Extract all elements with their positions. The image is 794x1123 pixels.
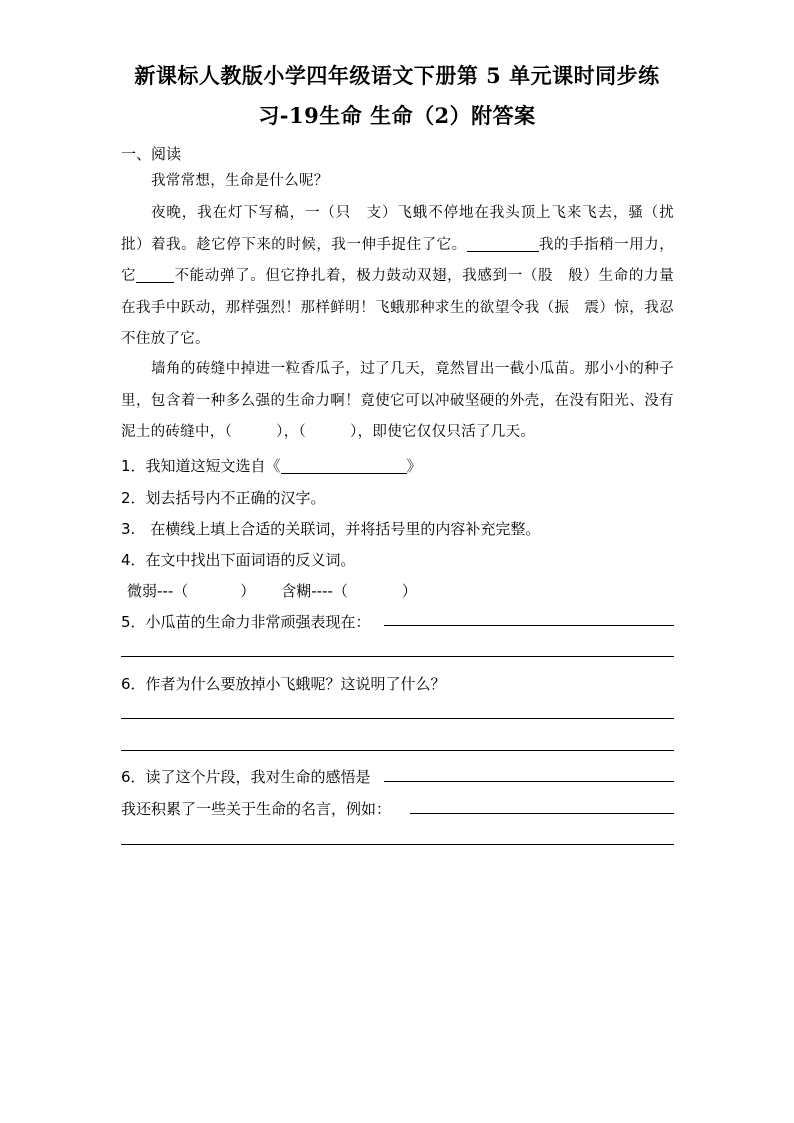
question-1	[121, 455, 422, 476]
question-2: 2．划去括号内不正确的汉字。	[121, 489, 326, 507]
question-3: 3. 在横线上填上合适的关联词，并将括号里的内容补充完整。	[121, 520, 541, 538]
antonym-row	[127, 580, 417, 601]
question-8: 我还积累了一些关于生命的名言，例如：	[121, 800, 392, 818]
answer-line-7[interactable]	[384, 781, 674, 782]
answer-line-8b[interactable]	[121, 844, 674, 845]
question-1-text: 1．我知道这短文选自《	[121, 457, 281, 475]
page-title-line-1: 新课标人教版小学四年级语文下册第 5 单元课时同步练	[134, 63, 660, 88]
passage-paragraph-1: 我常常想，生命是什么呢？	[151, 173, 329, 189]
antonym-word-1: 微弱---（	[127, 582, 189, 600]
source-title-blank[interactable]	[281, 458, 407, 474]
answer-line-5a[interactable]	[384, 625, 674, 626]
answer-line-8a[interactable]	[410, 813, 674, 814]
question-6: 6．作者为什么要放掉小飞蛾呢？这说明了什么？	[121, 675, 446, 693]
answer-line-6b[interactable]	[121, 750, 674, 751]
answer-line-6a[interactable]	[121, 718, 674, 719]
passage-p2-part-a: 夜晚，我在灯下写稿，一（只 支）飞蛾不停地在我头顶上飞来飞去，骚（扰 批）着我。趁它停下来的时候，我一伸手捉住了它。	[121, 205, 689, 253]
passage-p2-part-c: 不能动弹了。但它挣扎着，极力鼓动双翅，我感到一（股 般）生命的力量在我手中跃动，那样强烈！那样鲜明！飞蛾那种求生的欲望令我（振 震）惊，我忍不住放了它。	[121, 268, 674, 347]
page-title-line-2: 习-19生命 生命（2）附答案	[258, 103, 536, 128]
section-heading: 一、阅读	[121, 145, 182, 163]
passage-p3-part-a: 墙角的砖缝中掉进一粒香瓜子，过了几天，竟然冒出一截小瓜苗。那小小的种子里，包含着一种多么强的生命力啊！竟使它可以冲破坚硬的外壳，在没有阳光、没有泥土的砖缝中，（	[121, 361, 674, 440]
antonym-close-1: ）	[240, 582, 256, 600]
passage-p2-part-b: 我的手指稍一用力，它	[121, 236, 674, 284]
passage-p3-part-c: ），即使它仅仅只活了几天。	[350, 424, 536, 440]
antonym-close-2: ）	[401, 582, 417, 600]
conjunction-blank-1[interactable]	[467, 236, 539, 252]
question-4: 4．在文中找出下面词语的反义词。	[121, 551, 356, 569]
question-5: 5．小瓜苗的生命力非常顽强表现在：	[121, 613, 371, 631]
answer-line-5b[interactable]	[121, 656, 674, 657]
question-7: 6．读了这个片段，我对生命的感悟是	[121, 768, 371, 786]
conjunction-blank-2[interactable]	[136, 267, 174, 283]
passage-paragraph-2	[121, 198, 689, 356]
question-1-close: 》	[406, 457, 422, 475]
antonym-word-2: 含糊----（	[281, 582, 348, 600]
passage-p3-part-b: ），（	[276, 424, 307, 440]
passage-paragraph-3	[121, 354, 674, 449]
